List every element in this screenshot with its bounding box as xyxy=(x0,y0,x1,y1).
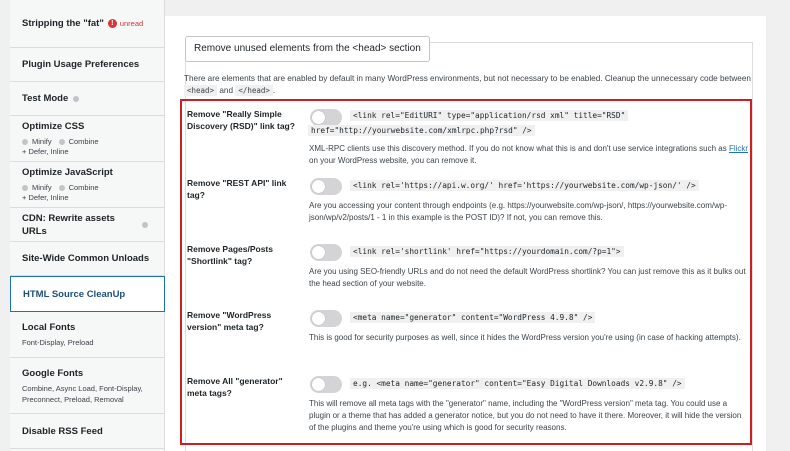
flickr-link[interactable]: Flickr xyxy=(728,144,749,153)
shortlink-toggle[interactable] xyxy=(310,244,342,261)
sidebar-item-cdn[interactable]: CDN: Rewrite assets URLs xyxy=(10,208,164,242)
option-code: <link rel="EditURI" type="application/rsd xml" title="RSD" xyxy=(350,108,628,123)
option-description: XML-RPC clients use this discovery method. If you do not know what this is and don't use service integrations such as Flickr on your WordPress website, you can remove it. xyxy=(309,144,749,165)
settings-panel xyxy=(165,16,766,451)
intro-text: There are elements that are enabled by default in many WordPress environments, but not necessary to be enabled. Cleanup the unnecessary code between <head> and </head> . xyxy=(184,74,751,95)
option-label: Remove "Really Simple Discovery (RSD)" link tag? xyxy=(187,109,295,131)
sidebar-item-site-wide-unloads[interactable]: Site-Wide Common Unloads xyxy=(10,242,164,276)
rest-api-toggle[interactable] xyxy=(310,178,342,195)
section-legend: Remove unused elements from the <head> section xyxy=(185,36,430,62)
settings-sidebar xyxy=(10,0,165,451)
option-code: <link rel='https://api.w.org/' href='https://yourwebsite.com/wp-json/' /> xyxy=(350,178,699,193)
alert-icon: ! xyxy=(108,19,117,28)
toggle-knob xyxy=(312,378,325,391)
option-label: Remove Pages/Posts "Shortlink" tag? xyxy=(187,244,273,266)
sidebar-item-google-fonts[interactable]: Google Fonts Combine, Async Load, Font-Display, Preconnect, Preload, Removal xyxy=(10,358,164,414)
unread-badge: unread xyxy=(119,19,144,28)
generator-toggle[interactable] xyxy=(310,376,342,393)
option-label: Remove "WordPress version" meta tag? xyxy=(187,310,272,332)
toggle-knob xyxy=(312,180,325,193)
sidebar-item-html-source-cleanup[interactable]: HTML Source CleanUp xyxy=(10,276,165,312)
status-dot-icon xyxy=(73,96,79,102)
status-dot-icon xyxy=(22,139,28,145)
status-dot-icon xyxy=(59,185,65,191)
option-code: e.g. <meta name="generator" content="Easy Digital Downloads v2.9.8" /> xyxy=(350,376,685,391)
sidebar-item-local-fonts[interactable]: Local Fonts Font-Display, Preload xyxy=(10,312,164,358)
option-description: This will remove all meta tags with the "generator" name, including the "WordPress version" meta tag. You could use a plugin or a theme that has added a generator notice, but you do not need to have it there. Moreover, it will hide the version of the plugins and theme you're using which is good for security reasons. xyxy=(309,399,742,432)
sidebar-item-optimize-javascript[interactable]: Optimize JavaScript Minify Combine + Defer, Inline xyxy=(10,162,164,208)
option-code: <meta name="generator" content="WordPress 4.9.8" /> xyxy=(350,310,595,325)
option-description: Are you using SEO-friendly URLs and do not need the default WordPress shortlink? You can just remove this as it bulks out the head section of your website. xyxy=(309,267,746,288)
option-code-continued: href="http://yourwebsite.com/xmlrpc.php?rsd" /> xyxy=(308,123,535,138)
option-code: <link rel='shortlink' href="https://yourdomain.com/?p=1"> xyxy=(350,244,624,259)
status-dot-icon xyxy=(59,139,65,145)
option-label: Remove "REST API" link tag? xyxy=(187,178,287,200)
sidebar-item-test-mode[interactable]: Test Mode xyxy=(10,82,164,116)
toggle-knob xyxy=(312,312,325,325)
option-label: Remove All "generator" meta tags? xyxy=(187,376,283,398)
sidebar-item-title: Stripping the "fat" ! unread xyxy=(22,18,144,29)
wp-version-toggle[interactable] xyxy=(310,310,342,327)
status-dot-icon xyxy=(142,222,148,228)
sidebar-item-plugin-usage[interactable]: Plugin Usage Preferences xyxy=(10,48,164,82)
option-description: Are you accessing your content through endpoints (e.g. https://yourwebsite.com/wp-json/, https://yourwebsite.com/wp-json/wp/v2/posts/1 - 1 in this example is the POST ID)? If not, you can remove this. xyxy=(309,201,727,222)
highlighted-options-box xyxy=(180,99,752,445)
sidebar-item-disable-rss[interactable]: Disable RSS Feed xyxy=(10,414,164,449)
status-dot-icon xyxy=(22,185,28,191)
sidebar-item-optimize-css[interactable]: Optimize CSS Minify Combine + Defer, Inline xyxy=(10,116,164,162)
toggle-knob xyxy=(312,246,325,259)
option-description: This is good for security purposes as well, since it hides the WordPress version you're using (in case of hacking attempts). xyxy=(309,333,741,342)
sidebar-item-stripping-fat[interactable] xyxy=(10,0,164,48)
